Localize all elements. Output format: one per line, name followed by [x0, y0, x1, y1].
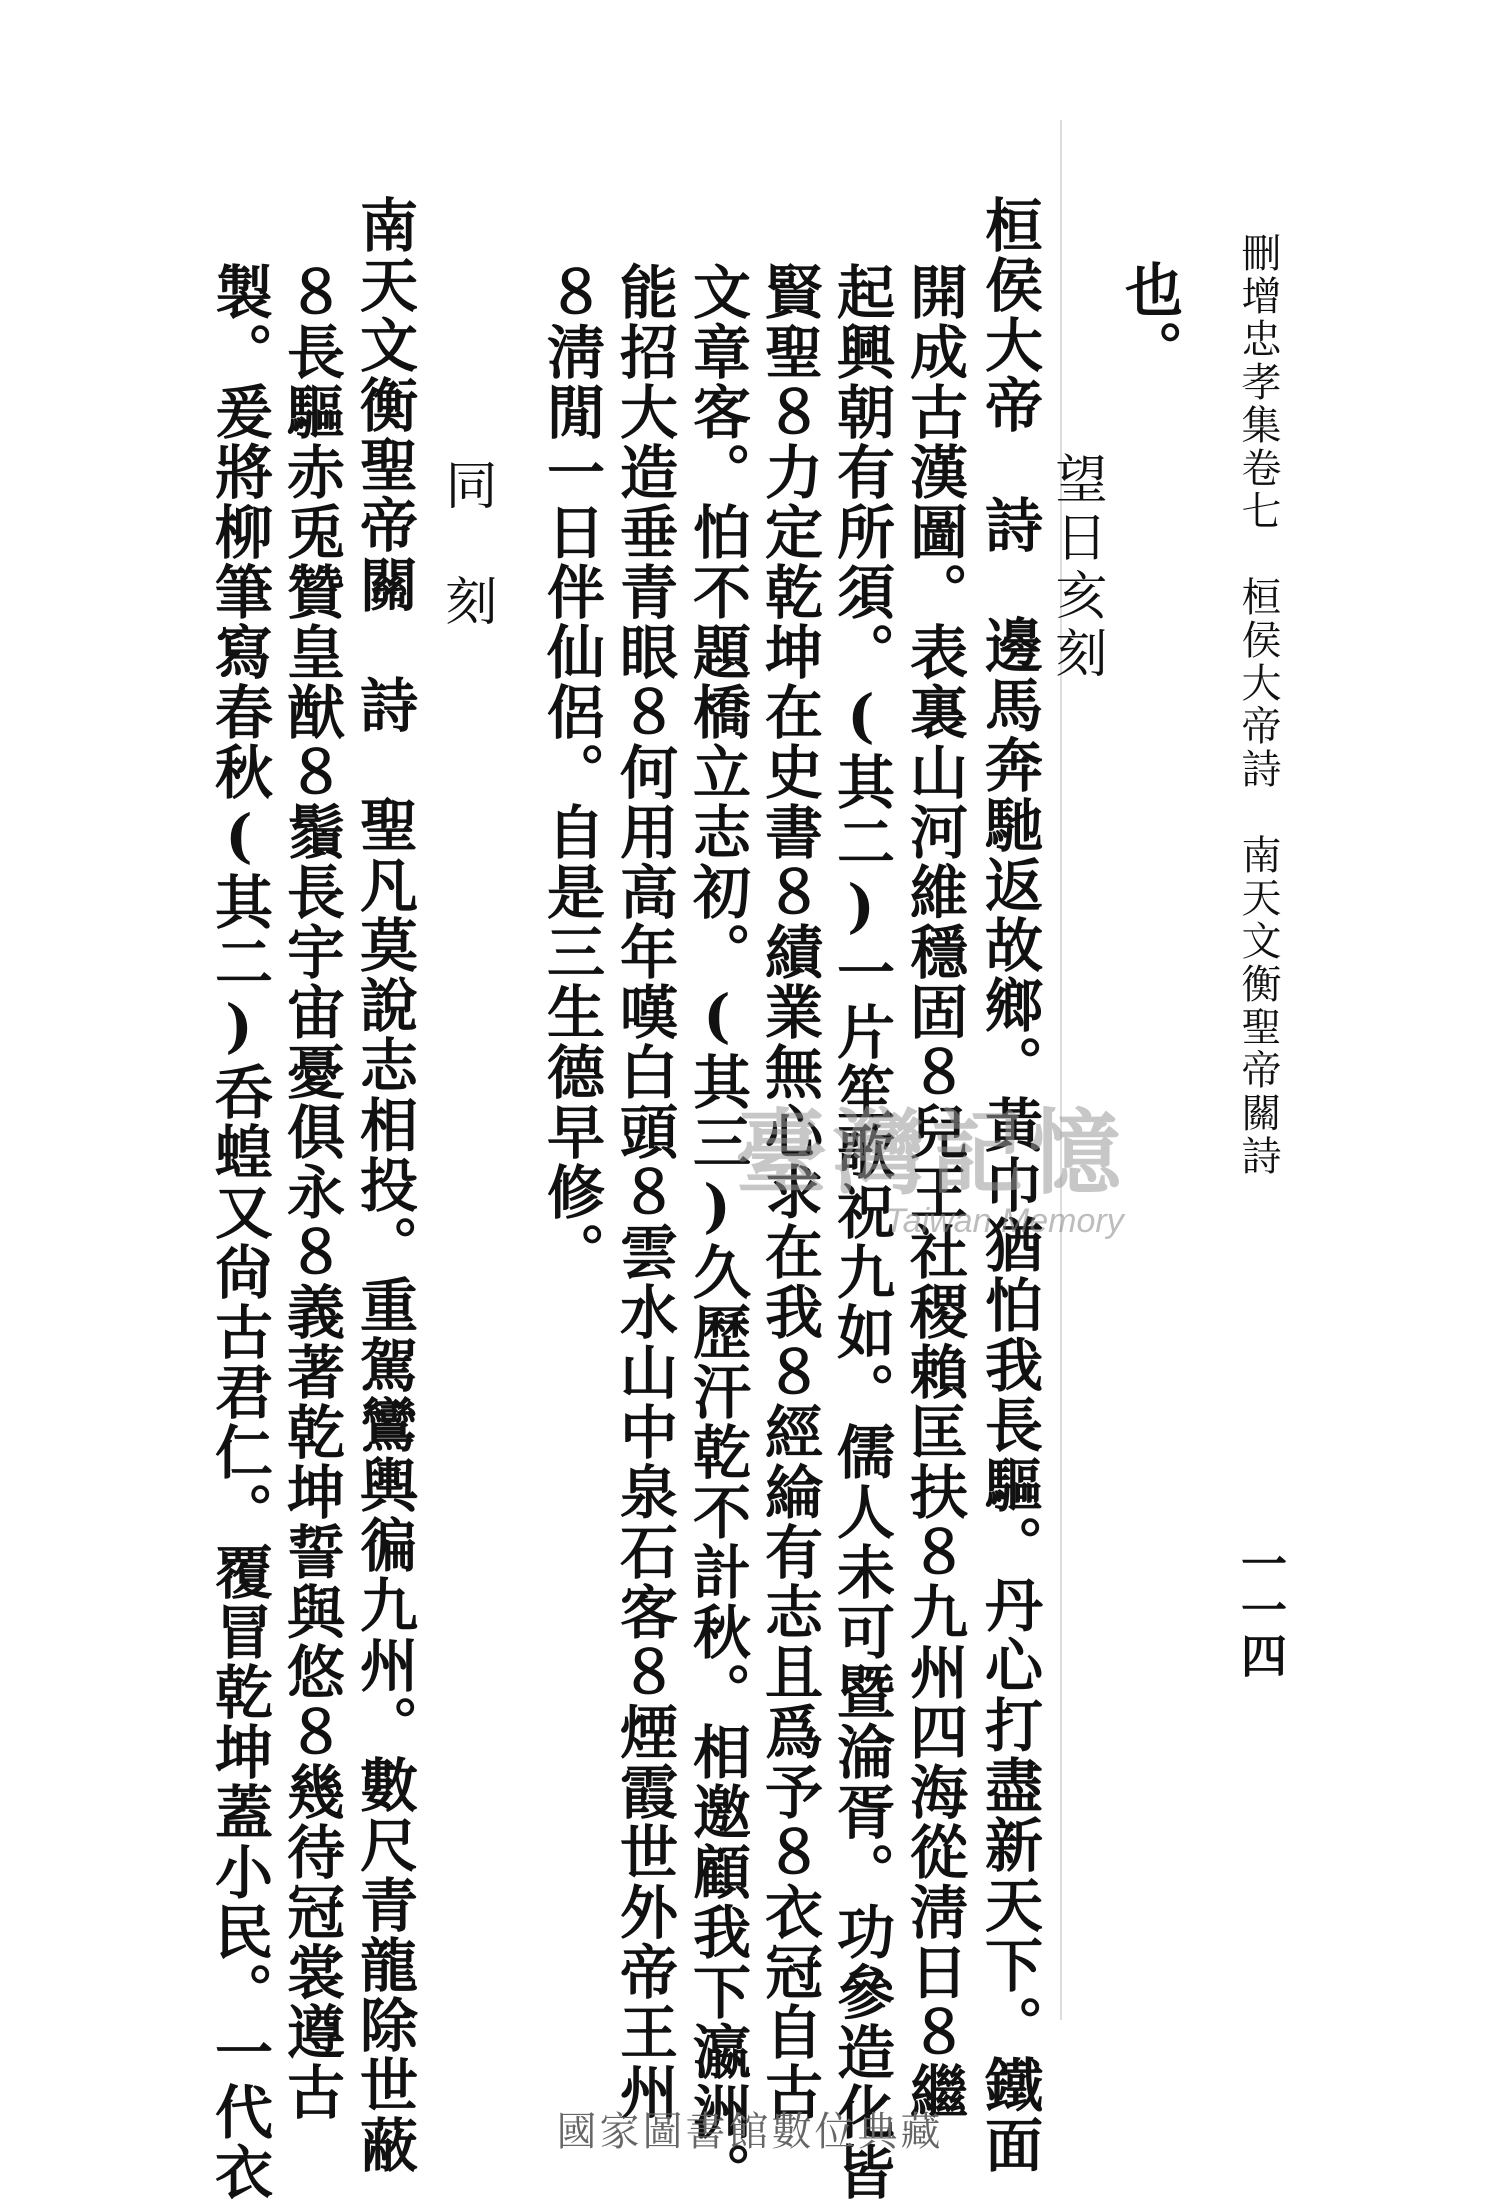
text-column-11: 南天文衡聖帝關 詩 聖凡莫說志相投。重駕鸞輿徧九州。數尺青龍除世蔽: [350, 195, 418, 2175]
text-column-3: 桓侯大帝 詩 邊馬奔馳返故鄉。黃巾猶怕我長驅。丹心打盡新天下。鐵面: [975, 195, 1043, 2175]
page-number: 一一四: [1234, 1540, 1288, 1678]
text-column-2: 望日亥刻: [1046, 452, 1106, 684]
text-column-13: 製。爰將柳筆寫春秋(其二)呑蝗又尙古君仁。覆冒乾坤蓋小民。一代衣: [205, 262, 273, 2202]
text-column-4: 開成古漢圖。表裏山河維穩固８兒王社稷賴匡扶８九州四海從淸日８繼: [900, 262, 968, 2122]
text-column-9: ８淸閒一日伴仙侶。自是三生德早修。: [537, 262, 605, 1282]
footer-credit: 國家圖書館數位典藏: [556, 2109, 944, 2155]
text-column-10: 同 刻: [436, 458, 496, 632]
running-head: 刪增忠孝集卷七 桓侯大帝詩 南天文衡聖帝關詩: [1235, 232, 1281, 1178]
text-column-5: 起興朝有所須。(其二)一片笙歌祝九如。儒人未可暨淪胥。功參造化皆: [827, 262, 895, 2202]
text-column-6: 賢聖８力定乾坤在史書８績業無心求在我８經綸有志且爲予８衣冠自古: [755, 262, 823, 2122]
text-column-8: 能招大造垂青眼８何用高年嘆白頭８雲水山中泉石客８煙霞世外帝王州: [610, 262, 678, 2122]
text-column-1: 也。: [1115, 260, 1183, 380]
watermark-subtitle: Taiwan Memory: [885, 1202, 1124, 1240]
text-column-12: ８長驅赤兎贊皇猷８鬚長宇宙憂俱永８義著乾坤誓與悠８幾待冠裳遵古: [277, 262, 345, 2122]
watermark-logo: [735, 1080, 1205, 1240]
watermark-text: 臺灣記憶: [735, 1099, 1128, 1207]
page-fold-line: [1060, 120, 1072, 2020]
text-column-7: 文章客。怕不題橋立志初。(其三)久歷汗乾不計秋。相邀顧我下瀛洲。: [683, 262, 751, 2202]
